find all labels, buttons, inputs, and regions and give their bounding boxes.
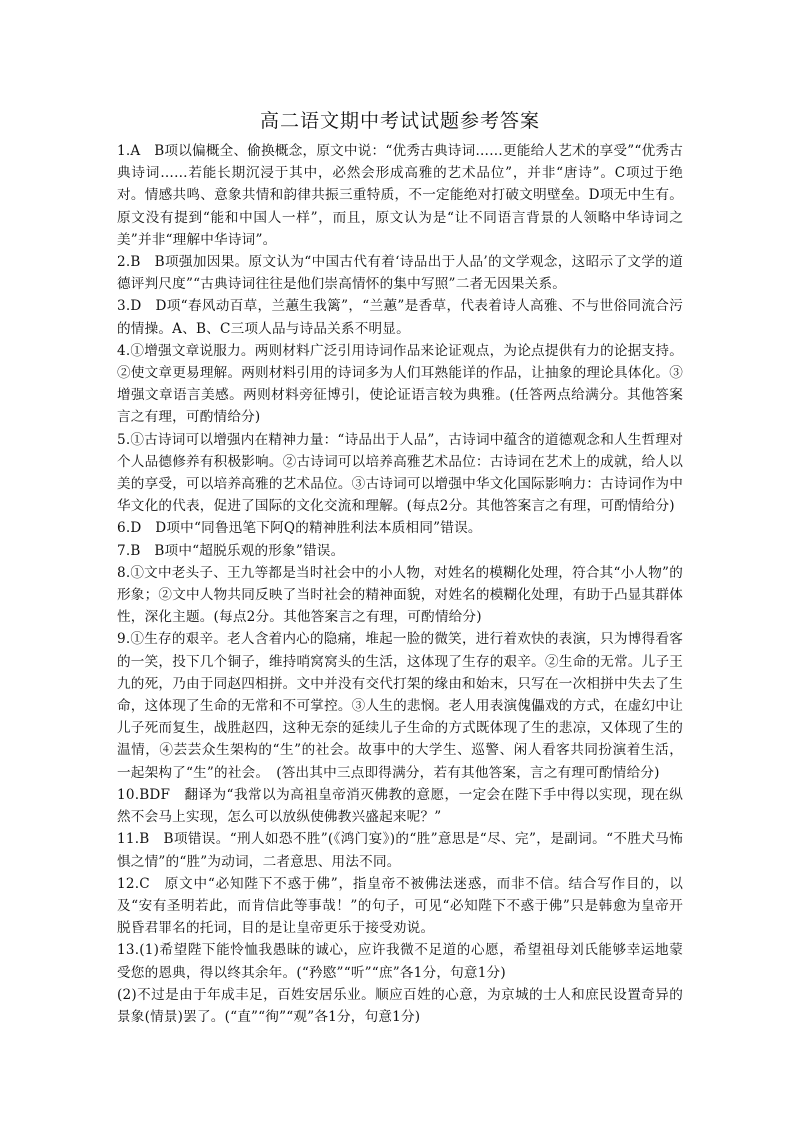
answer-list [117, 140, 683, 1028]
answer-12: 12.C 原文中“必知陛下不惑于佛”，指皇帝不被佛法迷惑，而非不信。结合写作目的，以及“安有圣明若此，而肯信此等事哉！”的句子，可见“必知陛下不惑于佛”只是韩愈为皇帝开脱昏君罪名的托词，目的是让皇帝更乐于接受劝说。 [117, 875, 683, 937]
answer-6: 6.D D项中“同鲁迅笔下阿Q的精神胜利法本质相同”错误。 [117, 520, 482, 537]
answer-8: 8.①文中老头子、王九等都是当时社会中的小人物，对姓名的模糊化处理，符合其“小人物”的形象；②文中人物共同反映了当时社会的精神面貌，对姓名的模糊化处理，有助于凸显其群体性，深化主题。(每点2分。其他答案言之有理，可酌情给分) [117, 564, 683, 626]
answer-4: 4.①增强文章说服力。两则材料广泛引用诗词作品来论证观点，为论点提供有力的论据支持。②使文章更易理解。两则材料引用的诗词多为人们耳熟能详的作品，让抽象的理论具体化。③增强文章语言美感。两则材料旁征博引，使论证语言较为典雅。(任答两点给满分。其他答案言之有理，可酌情给分) [117, 342, 683, 426]
document-title: 高二语文期中考试试题参考答案 [259, 110, 540, 132]
answer-10: 10.BDF 翻译为“我常以为高祖皇帝消灭佛教的意愿，一定会在陛下手中得以实现，现在纵然不会马上实现，怎么可以放纵使佛教兴盛起来呢？” [117, 786, 683, 826]
answer-3: 3.D D项“春风动百草，兰蕙生我篱”，“兰蕙”是香草，代表着诗人高雅、不与世俗同流合污的情操。A、B、C三项人品与诗品关系不明显。 [117, 298, 683, 337]
answer-13-part-1: 13.(1)希望陛下能怜恤我愚昧的诚心，应许我微不足道的心愿，希望祖母刘氏能够幸运地蒙受您的恩典，得以终其余年。(“矜愍”“听”“庶”各1分，句意1分) [117, 942, 683, 981]
answer-1: 1.A B项以偏概全、偷换概念，原文中说：“优秀古典诗词……更能给人艺术的享受”“优秀古典诗词……若能长期沉浸于其中，必然会形成高雅的艺术品位”，并非“唐诗”。C项过于绝对。情感共鸣、意象共情和韵律共振三重特质，不一定能绝对打破文明壁垒。D项无中生有。原文没有提到“能和中国人一样”，而且，原文认为是“让不同语言背景的人领略中华诗词之美”并非“理解中华诗词”。 [117, 143, 683, 248]
answer-9: 9.①生存的艰辛。老人含着内心的隐痛，堆起一脸的微笑，进行着欢快的表演，只为博得看客的一笑，投下几个铜子，维持哨窝窝头的生活，这体现了生存的艰辛。②生命的无常。儿子王九的死，乃由于同赵四相拼。文中并没有交代打架的缘由和始末，只写在一次相拼中失去了生命，这体现了生命的无常和不可掌控。③人生的悲悯。老人用表演傀儡戏的方式，在虚幻中让儿子死而复生，战胜赵四，这种无奈的延续儿子生命的方式既体现了生的悲凉，又体现了生的温情，④芸芸众生架构的“生”的社会。故事中的大学生、巡警、闲人看客共同扮演着生活，一起架构了“生”的社会。 (答出其中三点即得满分，若有其他答案，言之有理可酌情给分) [117, 631, 683, 781]
answer-13-part-2: (2)不过是由于年成丰足，百姓安居乐业。顺应百姓的心意，为京城的士人和庶民设置奇异的景象(情景)罢了。(“直”“徇”“观”各1分，句意1分) [117, 986, 683, 1025]
answer-2: 2.B B项强加因果。原文认为“中国古代有着‘诗品出于人品’的文学观念，这昭示了文学的道德评判尺度”“古典诗词往往是他们崇高情怀的集中写照”二者无因果关系。 [117, 254, 683, 293]
answer-5: 5.①古诗词可以增强内在精神力量：“诗品出于人品”，古诗词中蕴含的道德观念和人生哲理对个人品德修养有积极影响。②古诗词可以培养高雅艺术品位：古诗词在艺术上的成就，给人以美的享受，可以培养高雅的艺术品位。③古诗词可以增强中华文化国际影响力：古诗词作为中华文化的代表，促进了国际的文化交流和理解。(每点2分。其他答案言之有理，可酌情给分) [117, 431, 683, 515]
answer-11: 11.B B项错误。“刑人如恐不胜”(《鸿门宴》)的“胜”意思是“尽、完”，是副词。“不胜犬马怖惧之情”的“胜”为动词，二者意思、用法不同。 [117, 831, 683, 870]
answer-7: 7.B B项中“超脱乐观的形象”错误。 [117, 542, 345, 559]
